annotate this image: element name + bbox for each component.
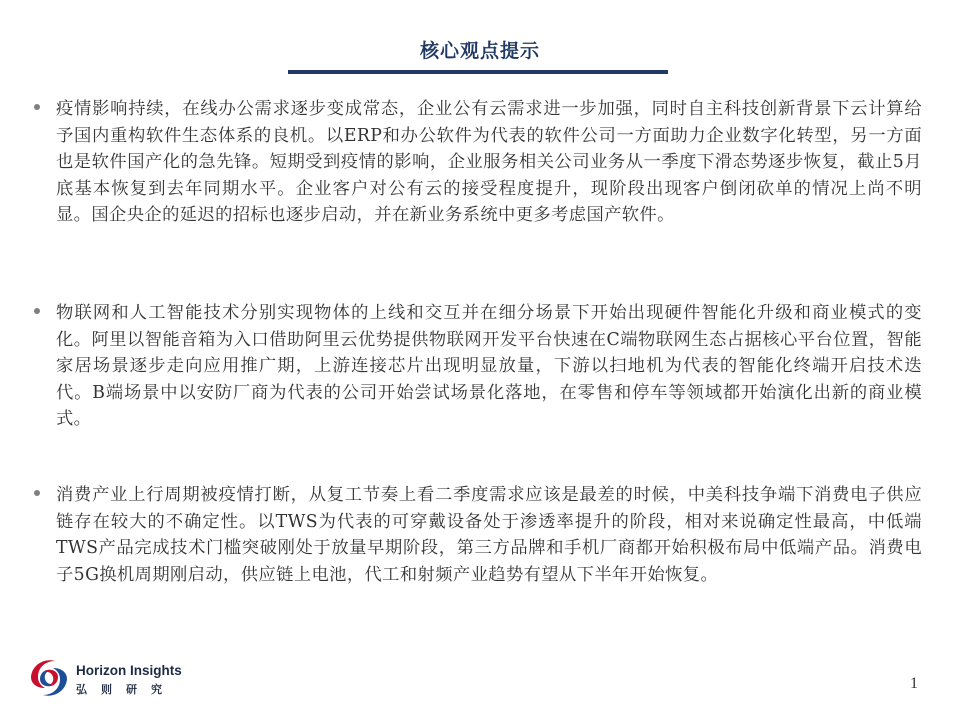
bullet-item-iot-ai (34, 300, 922, 433)
bullet-dot-icon (34, 308, 40, 314)
brand-name-english: Horizon Insights (76, 663, 182, 678)
bullet-text: 消费产业上行周期被疫情打断，从复工节奏上看二季度需求应该是最差的时候，中美科技争端下消费电子供应链存在较大的不确定性。以TWS为代表的可穿戴设备处于渗透率提升的阶段，相对来说确定性最高，中低端TWS产品完成技术门槛突破刚处于放量早期阶段，第三方品牌和手机厂商都开始积极布局中低端产品。消费电子5G换机周期刚启动，供应链上电池，代工和射频产业趋势有望从下半年开始恢复。 (56, 485, 922, 585)
bullet-item-consumer-electronics (34, 482, 922, 588)
company-logo (26, 655, 226, 705)
brand-name-chinese: 弘则研究 (76, 683, 176, 696)
horizon-swirl-icon (26, 655, 72, 701)
bullet-text: 疫情影响持续，在线办公需求逐步变成常态，企业公有云需求进一步加强，同时自主科技创新背景下云计算给予国内重构软件生态体系的良机。以ERP和办公软件为代表的软件公司一方面助力企业数字化转型，另一方面也是软件国产化的急先锋。短期受到疫情的影响，企业服务相关公司业务从一季度下滑态势逐步恢复，截止5月底基本恢复到去年同期水平。企业客户对公有云的接受程度提升，现阶段出现客户倒闭砍单的情况上尚不明显。国企央企的延迟的招标也逐步启动，并在新业务系统中更多考虑国产软件。 (56, 99, 922, 225)
bullet-dot-icon (34, 490, 40, 496)
page-number: 1 (910, 675, 918, 692)
bullet-text: 物联网和人工智能技术分别实现物体的上线和交互并在细分场景下开始出现硬件智能化升级和商业模式的变化。阿里以智能音箱为入口借助阿里云优势提供物联网开发平台快速在C端物联网生态占据核心平台位置，智能家居场景逐步走向应用推广期，上游连接芯片出现明显放量，下游以扫地机为代表的智能化终端开启技术迭代。B端场景中以安防厂商为代表的公司开始尝试场景化落地，在零售和停车等领域都开始演化出新的商业模式。 (56, 303, 922, 429)
bullet-dot-icon (34, 104, 40, 110)
page-title: 核心观点提示 (419, 40, 540, 62)
title-underline (288, 70, 668, 74)
bullet-item-cloud-software (34, 96, 922, 229)
